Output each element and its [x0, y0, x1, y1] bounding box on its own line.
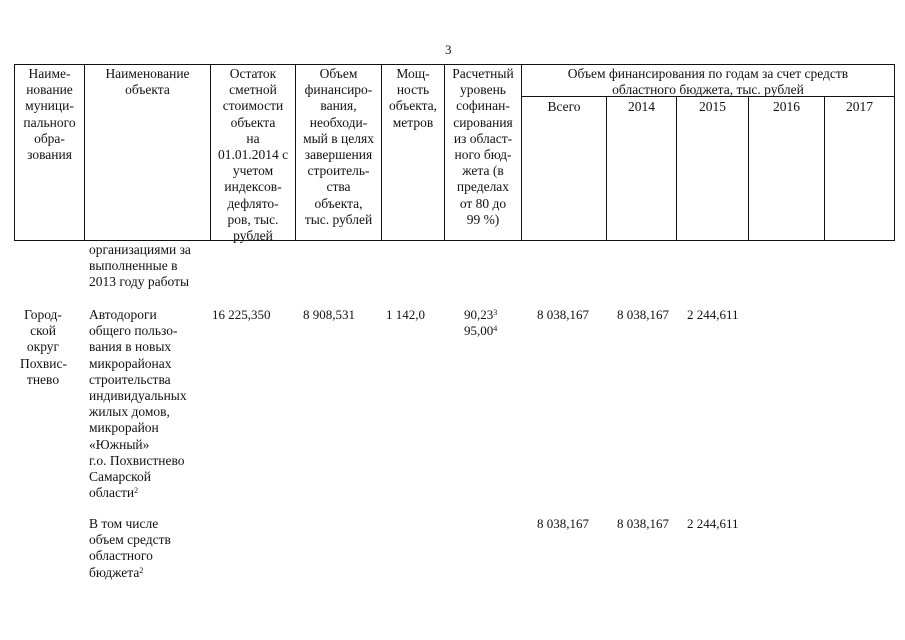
header-financing-by-year: Объем финансирования по годам за счет средств областного бюджета, тыс. рублей	[567, 66, 849, 98]
header-divider	[824, 96, 825, 241]
header-bottom-border	[14, 240, 894, 241]
header-year-2016: 2016	[773, 99, 800, 114]
row1-year-2014: 8 038,167	[617, 307, 669, 322]
header-year-2017: 2017	[846, 99, 873, 114]
row1-object-name: Автодороги общего пользо- вания в новых микрорайонах строительства индивидуальных жилых домов, микрорайон «Южный» г.о. Похвистнево Самарской области$^2$	[89, 307, 187, 501]
table-header	[14, 64, 894, 244]
header-object-name: Наименование объекта	[105, 66, 190, 98]
header-remaining-cost: Остаток сметной стоимости объекта на 01.01.2014 с учетом индексов- дефлято- ров, тыс. рублей	[217, 66, 289, 244]
header-divider	[676, 96, 677, 241]
header-capacity: Мощ- ность объекта, метров	[388, 66, 438, 130]
footnote-mark: 2	[134, 486, 139, 496]
row1-remaining-cost: 16 225,350	[212, 307, 271, 322]
row2-total: 8 038,167	[537, 516, 589, 531]
page-number: 3	[445, 42, 452, 57]
header-municipality: Наиме- нование муници- пального обра- зования	[23, 66, 76, 163]
header-divider	[606, 96, 607, 241]
row2-label: В том числе объем средств областного бюджета$^2$	[89, 516, 171, 580]
row1-municipality: Город- ской округ Похвис- тнево	[20, 307, 67, 387]
row1-year-2015: 2 244,611	[687, 307, 739, 322]
header-top-border	[14, 64, 894, 65]
header-border-right	[894, 64, 895, 241]
header-divider	[748, 96, 749, 241]
header-cofinancing-level: Расчетный уровень софинан- сирования из област- ного бюд- жета (в пределах от 80 до 99 %)	[452, 66, 514, 227]
row1-financing-needed: 8 908,531	[303, 307, 355, 322]
footnote-mark: 3	[493, 308, 498, 317]
header-year-2014: 2014	[628, 99, 655, 114]
header-year-2015: 2015	[699, 99, 726, 114]
footnote-mark: 4	[493, 324, 498, 333]
header-total: Всего	[547, 99, 581, 114]
header-financing-needed: Объем финансиро- вания, необходи- мый в целях завершения строитель- ства объекта, тыс. рублей	[303, 66, 374, 227]
row2-year-2014: 8 038,167	[617, 516, 669, 531]
row2-year-2015: 2 244,611	[687, 516, 739, 531]
continuation-text: организациями за выполненные в 2013 году работы	[89, 242, 191, 290]
row1-capacity: 1 142,0	[386, 307, 425, 322]
row1-total: 8 038,167	[537, 307, 589, 322]
row1-cofinancing-level: 90,23$^3$ 95,00$^4$	[464, 307, 498, 338]
footnote-mark: 2	[139, 565, 144, 575]
